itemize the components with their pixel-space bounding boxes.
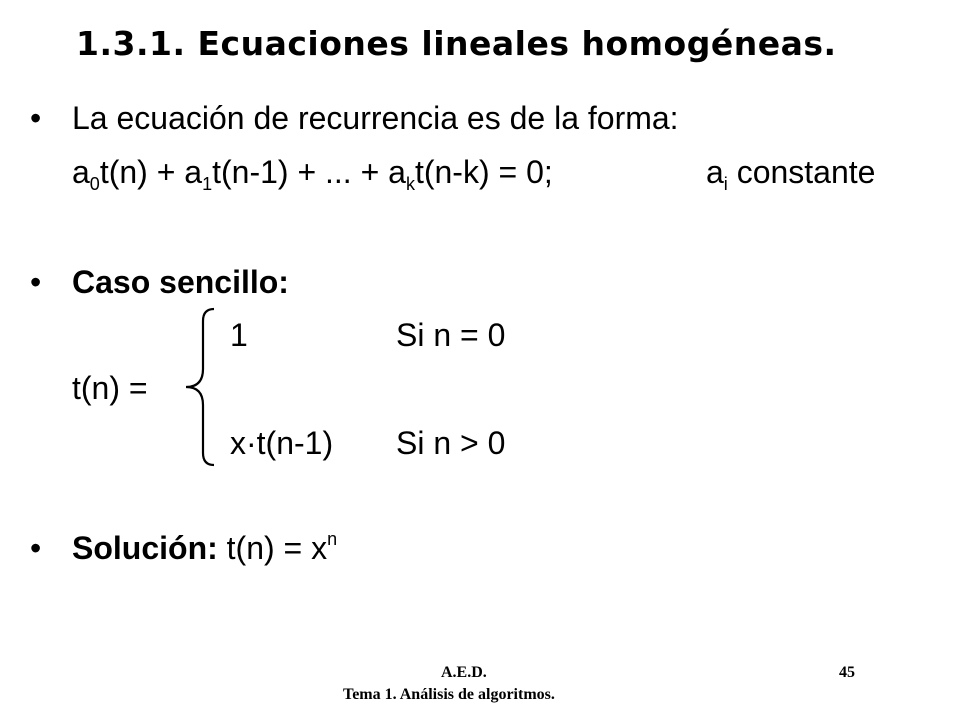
- bullet-marker: •: [30, 530, 42, 566]
- slide-title: 1.3.1. Ecuaciones lineales homogéneas.: [76, 24, 837, 63]
- case-2-condition: Si n > 0: [396, 425, 506, 461]
- eq-sub-0: 0: [89, 174, 100, 194]
- case-2-value: x·t(n-1): [230, 425, 334, 461]
- eq-part-1: t(n) + a: [99, 154, 203, 190]
- function-lhs: t(n) =: [72, 370, 148, 406]
- eq-part-2: t(n-1) + ... + a: [212, 154, 406, 190]
- bullet-1-text: La ecuación de recurrencia es de la forma:: [72, 100, 679, 136]
- bullet-marker: •: [30, 100, 42, 136]
- bullet-marker: •: [30, 264, 42, 300]
- eq-a0: a: [72, 154, 90, 190]
- solution-line: [72, 528, 337, 568]
- solution-label: Solución:: [72, 530, 218, 566]
- eq-sub-k: k: [405, 174, 415, 194]
- coefficient-note: [706, 152, 875, 192]
- left-brace-icon: [184, 307, 220, 467]
- footer-course: A.E.D.: [441, 664, 487, 681]
- eq-sub-1: 1: [202, 174, 213, 194]
- coef-a: a: [706, 154, 724, 190]
- page-number: 45: [839, 664, 855, 681]
- footer-topic: Tema 1. Análisis de algoritmos.: [343, 686, 555, 703]
- solution-text: t(n) = x: [217, 530, 328, 566]
- case-1-condition: Si n = 0: [396, 317, 506, 353]
- eq-part-3: t(n-k) = 0;: [414, 154, 553, 190]
- coef-sub-i: i: [723, 174, 728, 194]
- solution-exponent: n: [327, 529, 338, 549]
- coef-text: constante: [727, 154, 876, 190]
- recurrence-equation: [72, 152, 553, 192]
- bullet-2-label: Caso sencillo:: [72, 264, 289, 300]
- case-1-value: 1: [230, 317, 248, 353]
